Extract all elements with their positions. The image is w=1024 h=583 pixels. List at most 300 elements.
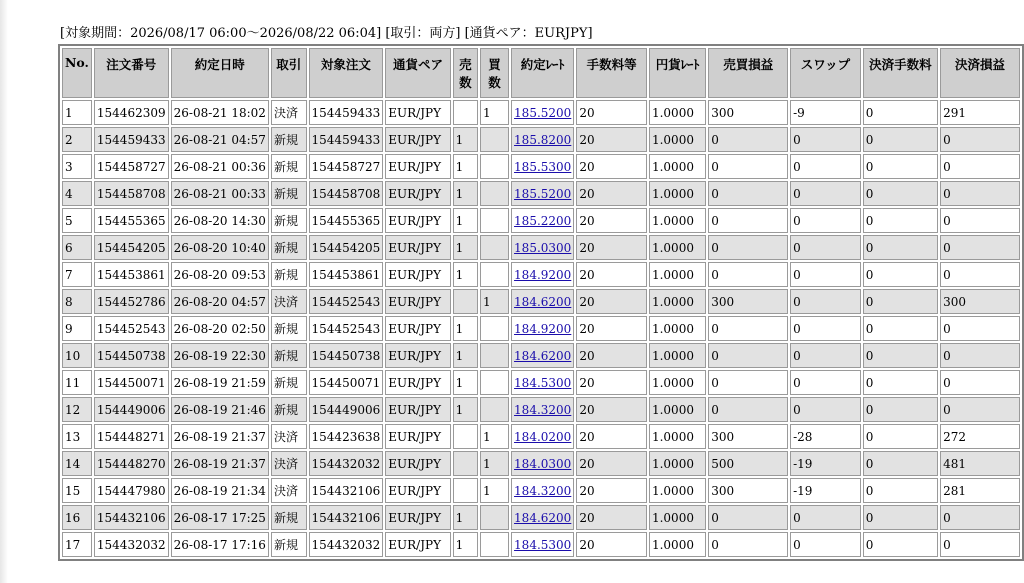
cell-executed-at: 26-08-19 21:37 [171,424,269,449]
cell-fee: 20 [576,505,647,530]
cell-swap: 0 [790,289,861,314]
cell-settle-fee: 0 [863,532,938,557]
cell-trade: 新規 [271,235,307,260]
cell-fee: 20 [576,181,647,206]
cell-order-no: 154452543 [94,316,169,341]
cell-order-no: 154462309 [94,100,169,125]
cell-jpy-rate: 1.0000 [649,478,706,503]
cell-executed-at: 26-08-20 09:53 [171,262,269,287]
cell-pair: EUR/JPY [385,505,450,530]
cell-executed-at: 26-08-21 18:02 [171,100,269,125]
cell-trade: 新規 [271,505,307,530]
cell-no: 4 [62,181,92,206]
cell-buy-qty [480,262,509,287]
cell-pl: 0 [708,316,788,341]
rate-link[interactable]: 184.6200 [514,348,572,363]
cell-jpy-rate: 1.0000 [649,235,706,260]
table-header-row [62,48,1020,98]
cell-pl: 300 [708,478,788,503]
cell-pair: EUR/JPY [385,397,450,422]
cell-jpy-rate: 1.0000 [649,262,706,287]
cell-sell-qty: 1 [453,181,478,206]
cell-jpy-rate: 1.0000 [649,208,706,233]
cell-no: 7 [62,262,92,287]
cell-settle-fee: 0 [863,343,938,368]
cell-jpy-rate: 1.0000 [649,397,706,422]
cell-target-order: 154450071 [309,370,384,395]
cell-jpy-rate: 1.0000 [649,424,706,449]
cell-rate [511,370,574,395]
cell-trade: 新規 [271,343,307,368]
cell-swap: -28 [790,424,861,449]
cell-no: 8 [62,289,92,314]
cell-trade: 新規 [271,316,307,341]
header-sell-line2: 数 [459,75,472,90]
cell-order-no: 154459433 [94,127,169,152]
cell-sell-qty [453,100,478,125]
cell-swap: 0 [790,397,861,422]
cell-settle-fee: 0 [863,424,938,449]
cell-sell-qty [453,424,478,449]
table-row [62,208,1020,233]
cell-order-no: 154432106 [94,505,169,530]
cell-settle-pl: 0 [940,505,1020,530]
table-row [62,478,1020,503]
cell-sell-qty: 1 [453,262,478,287]
header-trade: 取引 [271,48,307,98]
cell-settle-pl: 0 [940,181,1020,206]
cell-pair: EUR/JPY [385,154,450,179]
cell-jpy-rate: 1.0000 [649,100,706,125]
trade-history-table [60,46,1022,559]
cell-pair: EUR/JPY [385,451,450,476]
rate-link[interactable]: 184.5300 [514,375,572,390]
rate-link[interactable]: 185.5200 [514,186,572,201]
table-row [62,127,1020,152]
header-sell-line1: 売 [459,57,472,72]
cell-settle-pl: 0 [940,208,1020,233]
cell-settle-pl: 481 [940,451,1020,476]
cell-order-no: 154448271 [94,424,169,449]
rate-link[interactable]: 184.3200 [514,483,572,498]
cell-pair: EUR/JPY [385,370,450,395]
header-order-no: 注文番号 [94,48,169,98]
cell-rate [511,154,574,179]
cell-pair: EUR/JPY [385,262,450,287]
cell-order-no: 154452786 [94,289,169,314]
cell-trade: 新規 [271,532,307,557]
cell-swap: 0 [790,154,861,179]
rate-link[interactable]: 184.3200 [514,402,572,417]
cell-no: 17 [62,532,92,557]
cell-swap: 0 [790,208,861,233]
cell-target-order: 154452543 [309,316,384,341]
cell-pair: EUR/JPY [385,235,450,260]
cell-sell-qty: 1 [453,370,478,395]
table-row [62,154,1020,179]
cell-rate [511,127,574,152]
cell-rate [511,100,574,125]
cell-order-no: 154455365 [94,208,169,233]
cell-no: 1 [62,100,92,125]
cell-swap: 0 [790,316,861,341]
cell-pl: 0 [708,262,788,287]
cell-settle-pl: 291 [940,100,1020,125]
table-row [62,451,1020,476]
header-buy-line1: 買 [488,57,501,72]
header-settle-fee: 決済手数料 [863,48,938,98]
cell-trade: 新規 [271,262,307,287]
cell-settle-fee: 0 [863,262,938,287]
cell-executed-at: 26-08-19 22:30 [171,343,269,368]
header-fee: 手数料等 [576,48,647,98]
cell-jpy-rate: 1.0000 [649,127,706,152]
cell-jpy-rate: 1.0000 [649,370,706,395]
cell-executed-at: 26-08-21 00:33 [171,181,269,206]
cell-swap: -9 [790,100,861,125]
cell-buy-qty [480,505,509,530]
cell-settle-fee: 0 [863,181,938,206]
rate-link[interactable]: 184.5300 [514,537,572,552]
cell-settle-fee: 0 [863,316,938,341]
cell-fee: 20 [576,370,647,395]
cell-pl: 300 [708,289,788,314]
cell-buy-qty [480,397,509,422]
cell-executed-at: 26-08-19 21:34 [171,478,269,503]
cell-pl: 500 [708,451,788,476]
cell-jpy-rate: 1.0000 [649,505,706,530]
page-edge-shadow [0,0,8,583]
cell-executed-at: 26-08-17 17:16 [171,532,269,557]
cell-target-order: 154459433 [309,100,384,125]
cell-order-no: 154453861 [94,262,169,287]
cell-fee: 20 [576,127,647,152]
cell-buy-qty: 1 [480,289,509,314]
cell-executed-at: 26-08-19 21:46 [171,397,269,422]
cell-swap: 0 [790,370,861,395]
cell-fee: 20 [576,478,647,503]
cell-order-no: 154450071 [94,370,169,395]
cell-sell-qty [453,451,478,476]
rate-link[interactable]: 185.0300 [514,240,572,255]
cell-no: 6 [62,235,92,260]
cell-pair: EUR/JPY [385,208,450,233]
table-row [62,100,1020,125]
cell-target-order: 154432106 [309,478,384,503]
table-row [62,397,1020,422]
cell-target-order: 154432106 [309,505,384,530]
cell-sell-qty: 1 [453,235,478,260]
cell-rate [511,235,574,260]
cell-trade: 決済 [271,451,307,476]
cell-settle-pl: 0 [940,397,1020,422]
cell-settle-pl: 300 [940,289,1020,314]
table-row [62,424,1020,449]
cell-settle-fee: 0 [863,154,938,179]
cell-jpy-rate: 1.0000 [649,181,706,206]
cell-rate [511,289,574,314]
cell-pl: 0 [708,127,788,152]
cell-trade: 新規 [271,127,307,152]
cell-buy-qty [480,316,509,341]
cell-no: 12 [62,397,92,422]
cell-fee: 20 [576,154,647,179]
cell-order-no: 154449006 [94,397,169,422]
cell-order-no: 154432032 [94,532,169,557]
cell-no: 10 [62,343,92,368]
rate-link[interactable]: 184.0200 [514,429,572,444]
header-no: No. [62,48,92,98]
cell-target-order: 154459433 [309,127,384,152]
cell-jpy-rate: 1.0000 [649,343,706,368]
cell-target-order: 154454205 [309,235,384,260]
rate-link[interactable]: 185.8200 [514,132,572,147]
cell-swap: -19 [790,451,861,476]
cell-settle-pl: 0 [940,532,1020,557]
cell-target-order: 154423638 [309,424,384,449]
cell-rate [511,478,574,503]
cell-executed-at: 26-08-20 10:40 [171,235,269,260]
rate-link[interactable]: 184.9200 [514,267,572,282]
cell-settle-pl: 0 [940,127,1020,152]
table-row [62,262,1020,287]
cell-target-order: 154452543 [309,289,384,314]
cell-rate [511,262,574,287]
cell-settle-fee: 0 [863,208,938,233]
cell-swap: 0 [790,235,861,260]
table-row [62,235,1020,260]
cell-pl: 0 [708,397,788,422]
search-condition-text: [対象期間：2026/08/17 06:00〜2026/08/22 06:04] [取引：両方] [通貨ペア：EURJPY] [60,26,593,41]
header-rate: 約定ﾚｰﾄ [511,48,574,98]
cell-pl: 0 [708,532,788,557]
cell-buy-qty [480,235,509,260]
cell-fee: 20 [576,451,647,476]
cell-no: 13 [62,424,92,449]
table-row [62,370,1020,395]
cell-settle-pl: 0 [940,154,1020,179]
cell-fee: 20 [576,289,647,314]
cell-buy-qty [480,208,509,233]
cell-settle-pl: 0 [940,370,1020,395]
cell-settle-pl: 0 [940,343,1020,368]
cell-jpy-rate: 1.0000 [649,451,706,476]
cell-pair: EUR/JPY [385,316,450,341]
cell-fee: 20 [576,208,647,233]
cell-no: 9 [62,316,92,341]
header-pair: 通貨ペア [385,48,450,98]
cell-target-order: 154432032 [309,451,384,476]
cell-settle-fee: 0 [863,235,938,260]
rate-link[interactable]: 184.6200 [514,510,572,525]
cell-order-no: 154450738 [94,343,169,368]
cell-sell-qty: 1 [453,343,478,368]
rate-link[interactable]: 184.6200 [514,294,572,309]
cell-trade: 新規 [271,208,307,233]
table-row [62,316,1020,341]
cell-executed-at: 26-08-19 21:59 [171,370,269,395]
cell-settle-fee: 0 [863,289,938,314]
cell-no: 15 [62,478,92,503]
cell-target-order: 154453861 [309,262,384,287]
cell-buy-qty: 1 [480,478,509,503]
cell-swap: 0 [790,532,861,557]
cell-pair: EUR/JPY [385,478,450,503]
header-buy-line2: 数 [488,75,501,90]
rate-link[interactable]: 184.9200 [514,321,572,336]
cell-target-order: 154449006 [309,397,384,422]
cell-executed-at: 26-08-19 21:37 [171,451,269,476]
cell-buy-qty [480,181,509,206]
cell-buy-qty [480,343,509,368]
cell-executed-at: 26-08-20 02:50 [171,316,269,341]
cell-executed-at: 26-08-17 17:25 [171,505,269,530]
cell-target-order: 154432032 [309,532,384,557]
cell-trade: 決済 [271,478,307,503]
cell-settle-pl: 0 [940,262,1020,287]
cell-no: 14 [62,451,92,476]
cell-fee: 20 [576,100,647,125]
cell-swap: 0 [790,181,861,206]
cell-buy-qty: 1 [480,451,509,476]
cell-target-order: 154455365 [309,208,384,233]
cell-pl: 0 [708,370,788,395]
cell-settle-fee: 0 [863,397,938,422]
cell-settle-fee: 0 [863,100,938,125]
cell-pl: 0 [708,154,788,179]
cell-pair: EUR/JPY [385,127,450,152]
cell-jpy-rate: 1.0000 [649,154,706,179]
cell-order-no: 154448270 [94,451,169,476]
cell-sell-qty: 1 [453,505,478,530]
cell-rate [511,208,574,233]
cell-trade: 新規 [271,370,307,395]
cell-target-order: 154450738 [309,343,384,368]
cell-pl: 0 [708,235,788,260]
cell-order-no: 154447980 [94,478,169,503]
cell-trade: 新規 [271,397,307,422]
table-row [62,289,1020,314]
cell-pair: EUR/JPY [385,343,450,368]
table-row [62,505,1020,530]
cell-trade: 新規 [271,181,307,206]
cell-fee: 20 [576,262,647,287]
cell-jpy-rate: 1.0000 [649,532,706,557]
header-jpy-rate: 円貨ﾚｰﾄ [649,48,706,98]
cell-swap: -19 [790,478,861,503]
cell-swap: 0 [790,262,861,287]
cell-rate [511,343,574,368]
cell-pl: 300 [708,100,788,125]
rate-link[interactable]: 185.2200 [514,213,572,228]
rate-link[interactable]: 185.5300 [514,159,572,174]
header-buy-qty [480,48,509,98]
cell-settle-fee: 0 [863,127,938,152]
table-body [62,100,1020,557]
cell-fee: 20 [576,532,647,557]
cell-settle-pl: 0 [940,235,1020,260]
cell-fee: 20 [576,316,647,341]
header-swap: スワップ [790,48,861,98]
cell-executed-at: 26-08-20 14:30 [171,208,269,233]
table-row [62,532,1020,557]
cell-pair: EUR/JPY [385,289,450,314]
cell-swap: 0 [790,343,861,368]
cell-sell-qty: 1 [453,154,478,179]
header-settle-pl: 決済損益 [940,48,1020,98]
cell-settle-fee: 0 [863,478,938,503]
cell-sell-qty [453,478,478,503]
cell-rate [511,397,574,422]
cell-fee: 20 [576,343,647,368]
cell-target-order: 154458727 [309,154,384,179]
cell-sell-qty: 1 [453,316,478,341]
cell-pl: 0 [708,181,788,206]
cell-trade: 決済 [271,289,307,314]
cell-no: 2 [62,127,92,152]
cell-rate [511,424,574,449]
header-pl: 売買損益 [708,48,788,98]
cell-settle-pl: 272 [940,424,1020,449]
rate-link[interactable]: 184.0300 [514,456,572,471]
cell-sell-qty: 1 [453,208,478,233]
cell-buy-qty [480,370,509,395]
cell-settle-fee: 0 [863,451,938,476]
cell-order-no: 154454205 [94,235,169,260]
cell-buy-qty [480,154,509,179]
cell-buy-qty: 1 [480,100,509,125]
cell-rate [511,181,574,206]
cell-pl: 0 [708,505,788,530]
cell-sell-qty: 1 [453,127,478,152]
cell-fee: 20 [576,424,647,449]
cell-sell-qty [453,289,478,314]
cell-pl: 0 [708,343,788,368]
cell-rate [511,505,574,530]
cell-executed-at: 26-08-20 04:57 [171,289,269,314]
cell-fee: 20 [576,235,647,260]
trade-history-table-frame [58,44,1024,561]
cell-pair: EUR/JPY [385,424,450,449]
cell-no: 11 [62,370,92,395]
cell-jpy-rate: 1.0000 [649,289,706,314]
cell-target-order: 154458708 [309,181,384,206]
cell-no: 5 [62,208,92,233]
cell-fee: 20 [576,397,647,422]
cell-executed-at: 26-08-21 04:57 [171,127,269,152]
cell-executed-at: 26-08-21 00:36 [171,154,269,179]
header-executed-at: 約定日時 [171,48,269,98]
cell-pair: EUR/JPY [385,100,450,125]
rate-link[interactable]: 185.5200 [514,105,572,120]
table-row [62,343,1020,368]
cell-jpy-rate: 1.0000 [649,316,706,341]
cell-settle-fee: 0 [863,370,938,395]
cell-order-no: 154458708 [94,181,169,206]
cell-sell-qty: 1 [453,532,478,557]
cell-pair: EUR/JPY [385,532,450,557]
cell-swap: 0 [790,505,861,530]
cell-settle-pl: 0 [940,316,1020,341]
cell-order-no: 154458727 [94,154,169,179]
cell-settle-fee: 0 [863,505,938,530]
cell-sell-qty: 1 [453,397,478,422]
cell-rate [511,532,574,557]
table-row [62,181,1020,206]
cell-settle-pl: 281 [940,478,1020,503]
cell-swap: 0 [790,127,861,152]
cell-trade: 決済 [271,424,307,449]
